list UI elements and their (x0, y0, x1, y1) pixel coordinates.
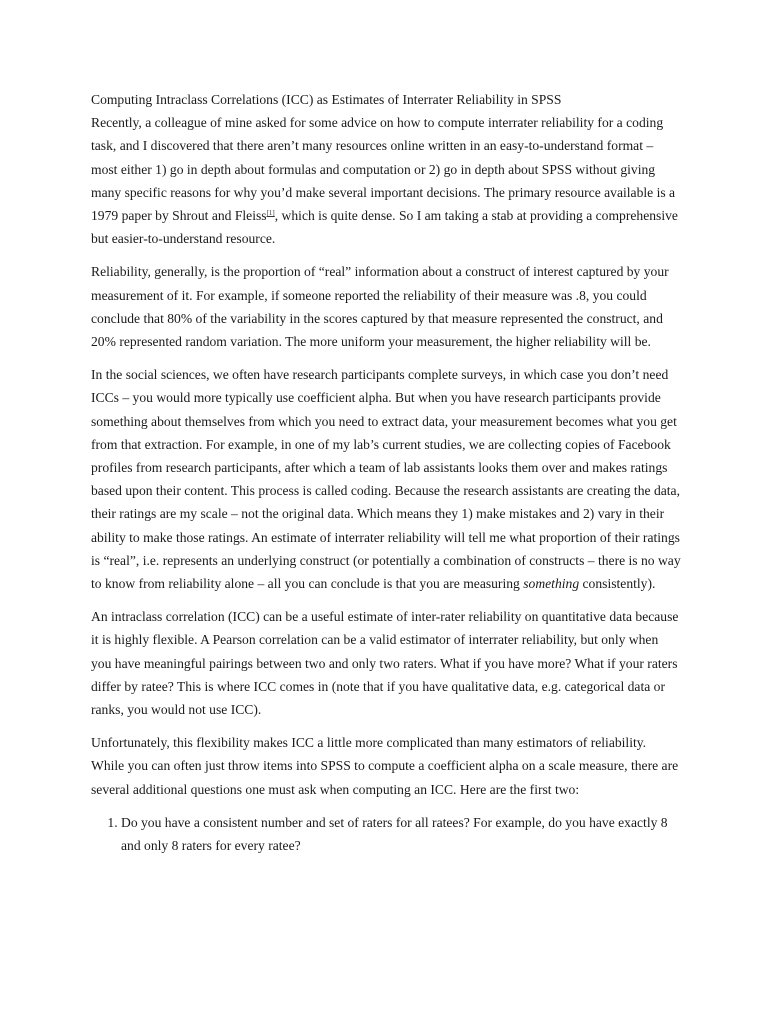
emphasis-something: something (523, 576, 580, 592)
paragraph-reliability: Reliability, generally, is the proportion of “real” information about a construct of interest captured by your measurement of it. For example, if someone reported the reliability of their measure was .8, you could conclude that 80% of the variability in the scores captured by that measure represented the construct, and 20% represented random variation. The more uniform your measurement, the higher reliability will be. (91, 264, 669, 350)
list-item: 1. Do you have a consistent number and set of raters for all ratees? For example, do you have exactly 8 and only 8 raters for every ratee? (121, 811, 681, 857)
questions-list (91, 811, 681, 857)
paragraph-icc: An intraclass correlation (ICC) can be a useful estimate of inter-rater reliability on quantitative data because it is highly flexible. A Pearson correlation can be a valid estimator of interrater reliability, but only when you have meaningful pairings between two and only two raters. What if you have more? What if your raters differ by ratee? This is where ICC comes in (note that if you have qualitative data, e.g. categorical data or ranks, you would not use ICC). (91, 609, 679, 718)
paragraph-social-sciences-end: consistently). (579, 576, 656, 592)
paragraph-intro-text: Recently, a colleague of mine asked for some advice on how to compute interrater reliability for a coding task, and I discovered that there aren’t many resources online written in an easy-to-understand format – most either 1) go in depth about formulas and computation or 2) go in depth about SPSS without giving many specific reasons for why you’d make several important decisions. The primary resource available is a 1979 paper by Shrout and Fleiss (91, 115, 676, 224)
document-page (91, 88, 681, 857)
paragraph-intro (91, 111, 681, 250)
paragraph-social-sciences-text: In the social sciences, we often have research participants complete surveys, in which case you don’t need ICCs – you would more typically use coefficient alpha. But when you have research participants provide something about themselves from which you need to extract data, your measurement becomes what you get from that extraction. For example, in one of my lab’s current studies, we are collecting copies of Facebook profiles from research participants, after which a team of lab assistants looks them over and makes ratings based upon their content. This process is called coding. Because the research assistants are creating the data, their ratings are my scale – not the original data. Which means they 1) make mistakes and 2) vary in their ability to make those ratings. An estimate of interrater reliability will tell me what proportion of their ratings is “real”, i.e. represents an underlying construct (or potentially a combination of constructs – there is no way to know from reliability alone – all you can conclude is that you are measuring (91, 367, 681, 592)
paragraph-social-sciences (91, 363, 681, 595)
footnote-link[interactable]: [1] (266, 209, 275, 218)
document-title: Computing Intraclass Correlations (ICC) as Estimates of Interrater Reliability in SPSS (91, 92, 562, 107)
paragraph-flexibility: Unfortunately, this flexibility makes ICC a little more complicated than many estimators of reliability. While you can often just throw items into SPSS to compute a coefficient alpha on a scale measure, there are several additional questions one must ask when computing an ICC. Here are the first two: (91, 735, 679, 797)
paragraph-intro-text-end: , which is quite dense. So I am taking a stab at providing a comprehensive but easier-to-understand resource. (91, 208, 678, 247)
